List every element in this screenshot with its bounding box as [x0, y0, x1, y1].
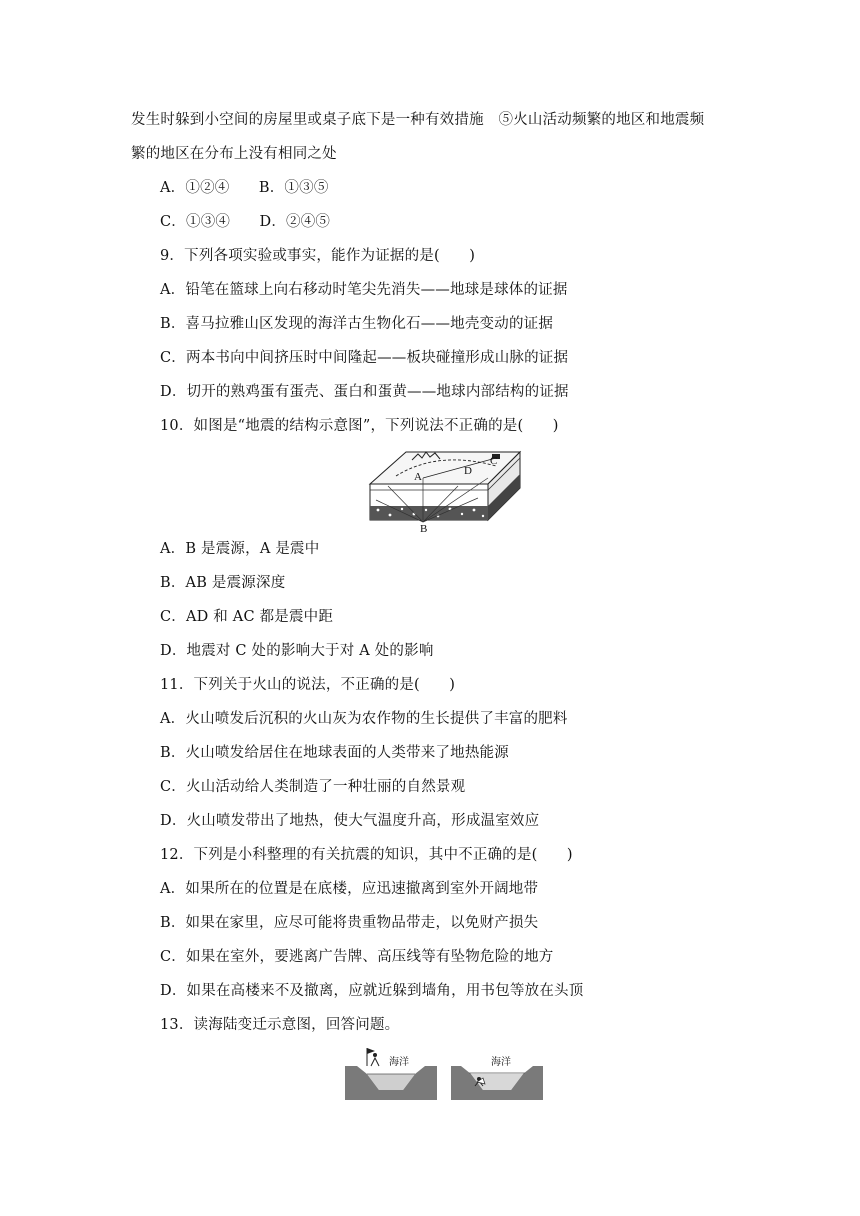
q11-option-c: C．火山活动给人类制造了一种壮丽的自然景观	[160, 779, 466, 795]
sea-land-figure-right	[451, 1044, 543, 1100]
sea-land-right-label: 海洋	[491, 1057, 511, 1068]
q9-option-b: B．喜马拉雅山区发现的海洋古生物化石——地壳变动的证据	[160, 316, 554, 332]
q12-option-a: A．如果所在的位置是在底楼，应迅速撤离到室外开阔地带	[160, 881, 539, 897]
q8-options-row-2: C．①③④ D．②④⑤	[160, 214, 331, 230]
q10-option-c: C．AD 和 AC 都是震中距	[160, 609, 334, 625]
q10-option-b: B．AB 是震源深度	[160, 575, 286, 591]
q12-option-c: C．如果在室外，要逃离广告牌、高压线等有坠物危险的地方	[160, 949, 554, 965]
q13-stem: 13．读海陆变迁示意图，回答问题。	[160, 1017, 400, 1033]
q12-option-d: D．如果在高楼来不及撤离，应就近躲到墙角，用书包等放在头顶	[160, 983, 584, 999]
earthquake-structure-figure	[368, 446, 528, 532]
intro-line-1: 发生时躲到小空间的房屋里或桌子底下是一种有效措施 ⑤火山活动频繁的地区和地震频	[131, 112, 705, 128]
q10-option-d: D．地震对 C 处的影响大于对 A 处的影响	[160, 643, 434, 659]
figure-label-d: D	[464, 465, 472, 477]
q11-option-a: A．火山喷发后沉积的火山灰为农作物的生长提供了丰富的肥料	[160, 711, 568, 727]
q9-option-a: A．铅笔在篮球上向右移动时笔尖先消失——地球是球体的证据	[160, 282, 568, 298]
q11-stem: 11．下列关于火山的说法，不正确的是( )	[160, 677, 456, 693]
figure-label-c: C	[490, 455, 498, 467]
q10-option-a: A．B 是震源，A 是震中	[160, 541, 320, 557]
q9-option-c: C．两本书向中间挤压时中间隆起——板块碰撞形成山脉的证据	[160, 350, 569, 366]
figure-label-a: A	[414, 471, 422, 483]
q9-stem: 9．下列各项实验或事实，能作为证据的是( )	[160, 248, 476, 264]
q11-option-d: D．火山喷发带出了地热，使大气温度升高，形成温室效应	[160, 813, 540, 829]
intro-line-2: 繁的地区在分布上没有相同之处	[131, 146, 337, 162]
sea-land-figure-left	[345, 1044, 437, 1100]
q12-stem: 12．下列是小科整理的有关抗震的知识，其中不正确的是( )	[160, 847, 573, 863]
sea-land-left-label: 海洋	[389, 1057, 409, 1068]
q11-option-b: B．火山喷发给居住在地球表面的人类带来了地热能源	[160, 745, 509, 761]
q9-option-d: D．切开的熟鸡蛋有蛋壳、蛋白和蛋黄——地球内部结构的证据	[160, 384, 569, 400]
q12-option-b: B．如果在家里，应尽可能将贵重物品带走，以免财产损失	[160, 915, 539, 931]
figure-label-b: B	[420, 523, 428, 532]
q10-stem: 10．如图是“地震的结构示意图”，下列说法不正确的是( )	[160, 418, 559, 434]
q8-options-row-1: A．①②④ B．①③⑤	[160, 180, 329, 196]
